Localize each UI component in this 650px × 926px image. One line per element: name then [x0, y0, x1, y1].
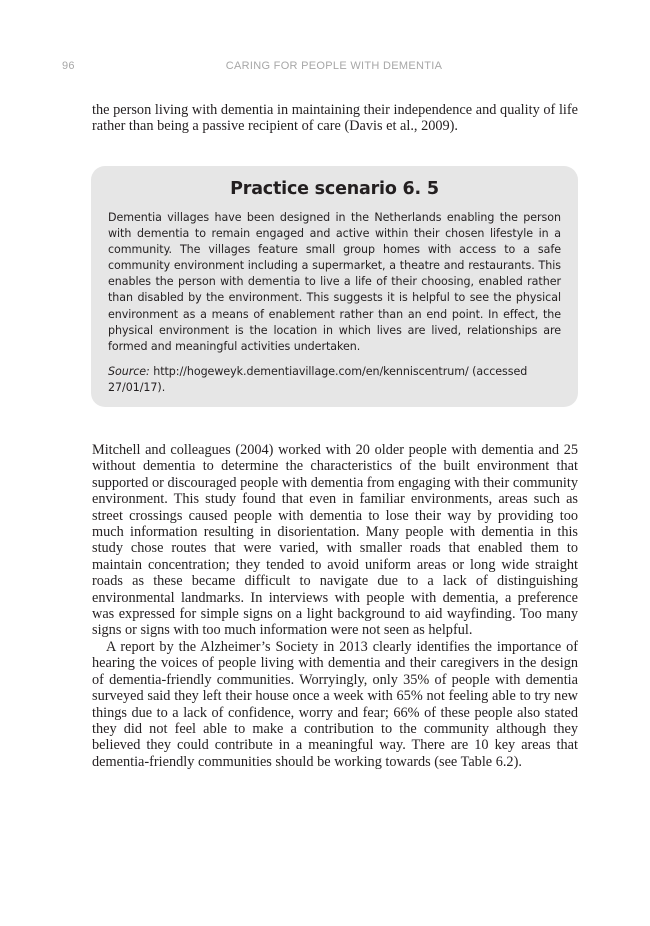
scenario-source — [108, 364, 561, 396]
source-citation: http://hogeweyk.dementiavillage.com/en/kenniscentrum/ (accessed 27/01/17). — [108, 364, 528, 394]
scenario-text: Dementia villages have been designed in the Netherlands enabling the person with dementia to remain engaged and active within their chosen lifestyle in a community. The villages feature small group homes with access to a safe community environment including a supermarket, a theatre and restaurants. This enables the person with dementia to live a life of their choosing, enabled rather than disabled by the environment. This suggests it is helpful to see the physical environment as a means of enablement rather than an end point. In effect, the physical environment is the location in which lives are lived, relationships are formed and meaningful activities undertaken. — [108, 211, 561, 353]
page-number: 96 — [62, 60, 75, 72]
intro-paragraph: the person living with dementia in maintaining their independence and quality of life rather than being a passive recipient of care (Davis et al., 2009). — [92, 102, 578, 135]
body-paragraph-1: Mitchell and colleagues (2004) worked with 20 older people with dementia and 25 without dementia to determine the characteristics of the built environment that supported or discouraged people with dementia from engaging with their community environment. This study found that even in familiar environments, areas such as street crossings caused people with dementia to lose their way by providing too much information resulting in disorientation. Many people with dementia in this study chose routes that were varied, with smaller roads that enabled them to maintain concentration; they tended to avoid uniform areas or long wide straight roads as these became difficult to navigate due to a lack of distinguishing environmental landmarks. In interviews with people with dementia, a preference was expressed for simple signs on a light background to aid wayfinding. Too many signs or signs with too much information were not seen as helpful. — [92, 442, 578, 639]
page-header — [0, 60, 650, 76]
body-paragraph-2: A report by the Alzheimer’s Society in 2013 clearly identifies the importance of hearing the voices of people living with dementia and their caregivers in the design of dementia-friendly communities. Worryingly, only 35% of people with dementia surveyed said they left their house once a week with 65% not feeling able to try new things due to a lack of confidence, worry and fear; 66% of these people also stated they did not feel able to make a contribution to the community although they believed they could contribute in a meaningful way. There are 10 key areas that dementia-friendly communities should be working towards (see Table 6.2). — [92, 638, 578, 770]
main-text — [92, 442, 578, 770]
practice-scenario-box — [91, 166, 578, 407]
running-head: CARING FOR PEOPLE WITH DEMENTIA — [225, 60, 443, 72]
source-label: Source: — [108, 364, 150, 378]
scenario-title: Practice scenario 6. 5 — [230, 179, 439, 199]
